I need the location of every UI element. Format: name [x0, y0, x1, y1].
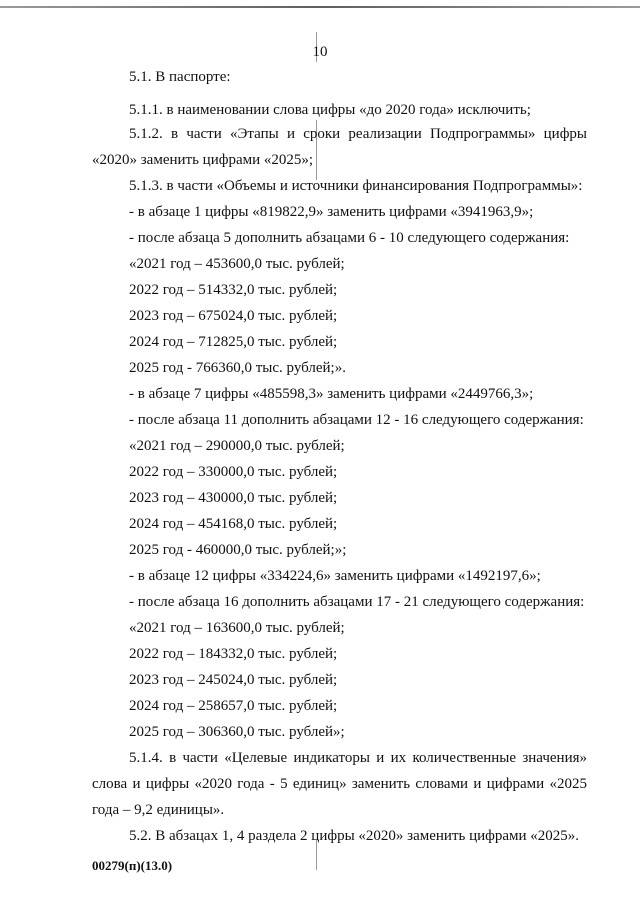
paragraph-line: «2021 год – 453600,0 тыс. рублей;	[129, 256, 345, 272]
paragraph-line: - в абзаце 12 цифры «334224,6» заменить цифрами «1492197,6»;	[129, 568, 541, 584]
paragraph-line: 2023 год – 245024,0 тыс. рублей;	[129, 672, 338, 688]
paragraph-line: «2021 год – 290000,0 тыс. рублей;	[129, 438, 345, 454]
paragraph-line: 2023 год – 430000,0 тыс. рублей;	[129, 490, 338, 506]
paragraph-line: года – 9,2 единицы».	[92, 802, 225, 818]
scan-edge-line	[0, 6, 640, 8]
paragraph-line: 5.1. В паспорте:	[129, 69, 231, 85]
paragraph-line: 5.1.2. в части «Этапы и сроки реализации Подпрограммы» цифры	[129, 126, 587, 142]
document-code: 00279(п)(13.0)	[92, 858, 173, 873]
paragraph-line: 2024 год – 258657,0 тыс. рублей;	[129, 698, 338, 714]
paragraph-line: 2025 год – 306360,0 тыс. рублей»;	[129, 724, 345, 740]
paragraph-line: 2022 год – 330000,0 тыс. рублей;	[129, 464, 338, 480]
paragraph-line: слова и цифры «2020 года - 5 единиц» заменить словами и цифрами «2025	[92, 776, 587, 792]
paragraph-line: 2025 год - 460000,0 тыс. рублей;»;	[129, 542, 347, 558]
paragraph-line: - после абзаца 5 дополнить абзацами 6 - 10 следующего содержания:	[129, 230, 570, 246]
paragraph-line: - в абзаце 1 цифры «819822,9» заменить цифрами «3941963,9»;	[129, 204, 534, 220]
paragraph-line: - после абзаца 16 дополнить абзацами 17 - 21 следующего содержания:	[129, 594, 585, 610]
paragraph-line: «2020» заменить цифрами «2025»;	[92, 152, 314, 168]
paragraph-line: 2025 год - 766360,0 тыс. рублей;».	[129, 360, 346, 376]
paragraph-line: 5.1.4. в части «Целевые индикаторы и их количественные значения»	[129, 750, 587, 766]
paragraph-line: 5.2. В абзацах 1, 4 раздела 2 цифры «2020» заменить цифрами «2025».	[129, 828, 580, 844]
paragraph-line: - в абзаце 7 цифры «485598,3» заменить цифрами «2449766,3»;	[129, 386, 534, 402]
paragraph-line: - после абзаца 11 дополнить абзацами 12 - 16 следующего содержания:	[129, 412, 584, 428]
page-number: 10	[312, 44, 328, 60]
paragraph-line: 2024 год – 454168,0 тыс. рублей;	[129, 516, 338, 532]
paragraph-line: 2022 год – 514332,0 тыс. рублей;	[129, 282, 338, 298]
paragraph-line: 2024 год – 712825,0 тыс. рублей;	[129, 334, 338, 350]
paragraph-line: 5.1.1. в наименовании слова цифры «до 2020 года» исключить;	[129, 102, 531, 118]
paragraph-line: 2023 год – 675024,0 тыс. рублей;	[129, 308, 338, 324]
paragraph-line: «2021 год – 163600,0 тыс. рублей;	[129, 620, 345, 636]
paragraph-line: 2022 год – 184332,0 тыс. рублей;	[129, 646, 338, 662]
paragraph-line: 5.1.3. в части «Объемы и источники финансирования Подпрограммы»:	[129, 178, 583, 194]
